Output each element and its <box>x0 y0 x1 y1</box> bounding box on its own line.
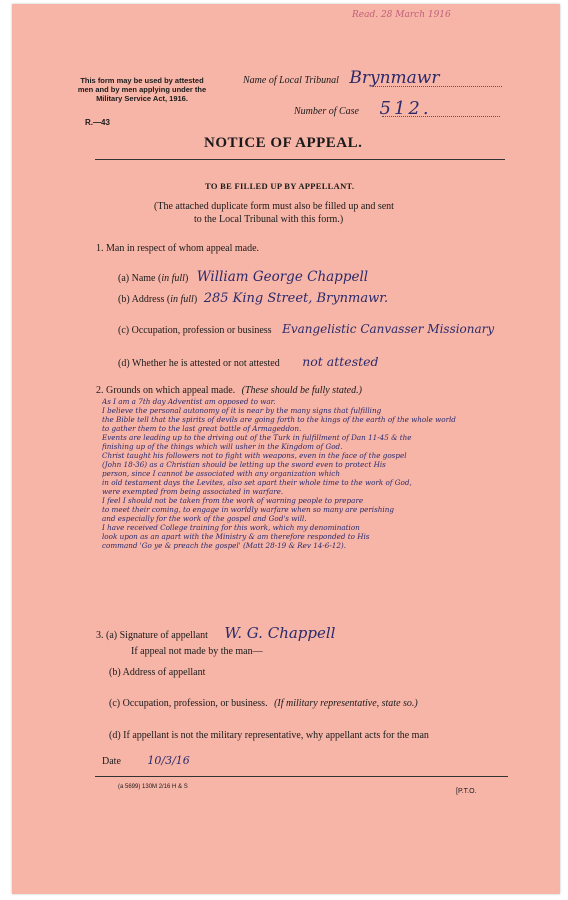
signature-label: 3. (a) Signature of appellant <box>96 630 208 641</box>
appellant-occupation-field[interactable] <box>109 698 418 709</box>
address-label-suffix: ) <box>193 294 198 305</box>
form-subtitle: TO BE FILLED UP BY APPELLANT. <box>205 181 355 191</box>
address-label-emph: in full <box>170 294 194 305</box>
grounds-line: I believe the personal autonomy of it is near by the many signs that fulfilling <box>102 406 382 415</box>
appellant-occupation-label: (c) Occupation, profession, or business. <box>109 698 268 709</box>
date-value: 10/3/16 <box>147 754 190 767</box>
address-value: 285 King Street, Brynmawr. <box>203 291 389 306</box>
tribunal-underline <box>372 86 502 87</box>
if-not-man-note: If appeal not made by the man— <box>131 646 263 657</box>
date-label: Date <box>102 756 121 767</box>
case-label: Number of Case <box>294 106 359 117</box>
case-underline <box>382 116 500 117</box>
grounds-line: Events are leading up to the driving out of the Turk in fulfillment of Dan 11-45 & the <box>102 433 412 442</box>
pto-note: [P.T.O. <box>456 788 477 795</box>
grounds-line: person, since I cannot be associated with any organization which <box>102 469 340 478</box>
name-label-suffix: ) <box>184 273 189 284</box>
footer-divider <box>95 776 508 777</box>
form-code: R.—43 <box>85 118 110 127</box>
grounds-line: to gather them to the last great battle of Armageddon. <box>102 424 302 433</box>
date-field[interactable] <box>102 754 190 767</box>
address-field[interactable] <box>118 291 388 306</box>
grounds-line: finishing up of the things which will usher in the Kingdom of God. <box>102 442 343 451</box>
received-stamp: Read. 28 March 1916 <box>352 10 451 20</box>
attested-value: not attested <box>302 354 379 369</box>
grounds-line: (John 18-36) as a Christian should be letting up the sword even to protect His <box>102 460 386 469</box>
name-label-emph: in full <box>161 273 185 284</box>
grounds-line: look upon as an apart with the Ministry & am therefore responded to His <box>102 532 370 541</box>
name-field[interactable] <box>118 269 368 285</box>
grounds-line: were exempted from being associated in warfare. <box>102 487 284 496</box>
grounds-line: the Bible tell that the spirits of devils are going forth to the kings of the earth of the whole world <box>102 415 456 424</box>
attested-label: (d) Whether he is attested or not attested <box>118 358 280 369</box>
tribunal-label: Name of Local Tribunal <box>243 75 339 86</box>
grounds-note: (These should be fully stated.) <box>241 385 362 396</box>
title-divider <box>95 159 505 160</box>
appellant-reason-label[interactable]: (d) If appellant is not the military representative, why appellant acts for the man <box>109 730 429 741</box>
grounds-label: 2. Grounds on which appeal made. <box>96 385 236 396</box>
appellant-occupation-note: (If military representative, state so.) <box>274 698 418 709</box>
grounds-handwritten-text <box>102 397 562 557</box>
occupation-label: (c) Occupation, profession or business <box>118 325 272 336</box>
name-value: William George Chappell <box>196 269 369 285</box>
appeal-form-sheet <box>12 4 560 894</box>
grounds-line: in old testament days the Levites, also set apart their whole time to the work of God, <box>102 478 412 487</box>
grounds-line: command 'Go ye & preach the gospel' (Matt 28-19 & Rev 14-6-12). <box>102 541 347 550</box>
instruction-line-2: to the Local Tribunal with this form.) <box>194 214 344 225</box>
signature-field[interactable] <box>96 624 335 642</box>
tribunal-field[interactable] <box>243 68 439 88</box>
section-1-heading: 1. Man in respect of whom appeal made. <box>96 243 260 254</box>
page-title: NOTICE OF APPEAL. <box>204 135 363 151</box>
occupation-field[interactable] <box>118 322 494 336</box>
grounds-line: and especially for the work of the gospel and God's will. <box>102 514 307 523</box>
name-label-prefix: (a) Name ( <box>118 273 162 284</box>
grounds-line: As I am a 7th day Adventist am opposed to war. <box>102 397 276 406</box>
signature-value: W. G. Chappell <box>224 624 336 642</box>
case-value: 512. <box>379 98 432 119</box>
appellant-address-label[interactable]: (b) Address of appellant <box>109 667 206 678</box>
grounds-line: I have received College training for this work, which my denomination <box>102 523 360 532</box>
instruction-line-1: (The attached duplicate form must also be filled up and sent <box>154 201 394 212</box>
printer-imprint: (a 5699) 130M 2/16 H & S <box>118 784 188 790</box>
attested-field[interactable] <box>118 354 379 369</box>
grounds-line: Christ taught his followers not to fight with weapons, even in the face of the gospel <box>102 451 407 460</box>
section-2-heading <box>96 385 362 396</box>
grounds-line: to meet their coming, to engage in worldly warfare when so many are perishing <box>102 505 394 514</box>
grounds-line: I feel I should not be taken from the work of warning people to prepare <box>102 496 364 505</box>
tribunal-value: Brynmawr <box>349 68 440 88</box>
header-note: This form may be used by attested men and by men applying under the Military Service Act, 1916. <box>77 76 207 103</box>
occupation-value: Evangelistic Canvasser Missionary <box>282 322 495 336</box>
address-label-prefix: (b) Address ( <box>118 294 171 305</box>
